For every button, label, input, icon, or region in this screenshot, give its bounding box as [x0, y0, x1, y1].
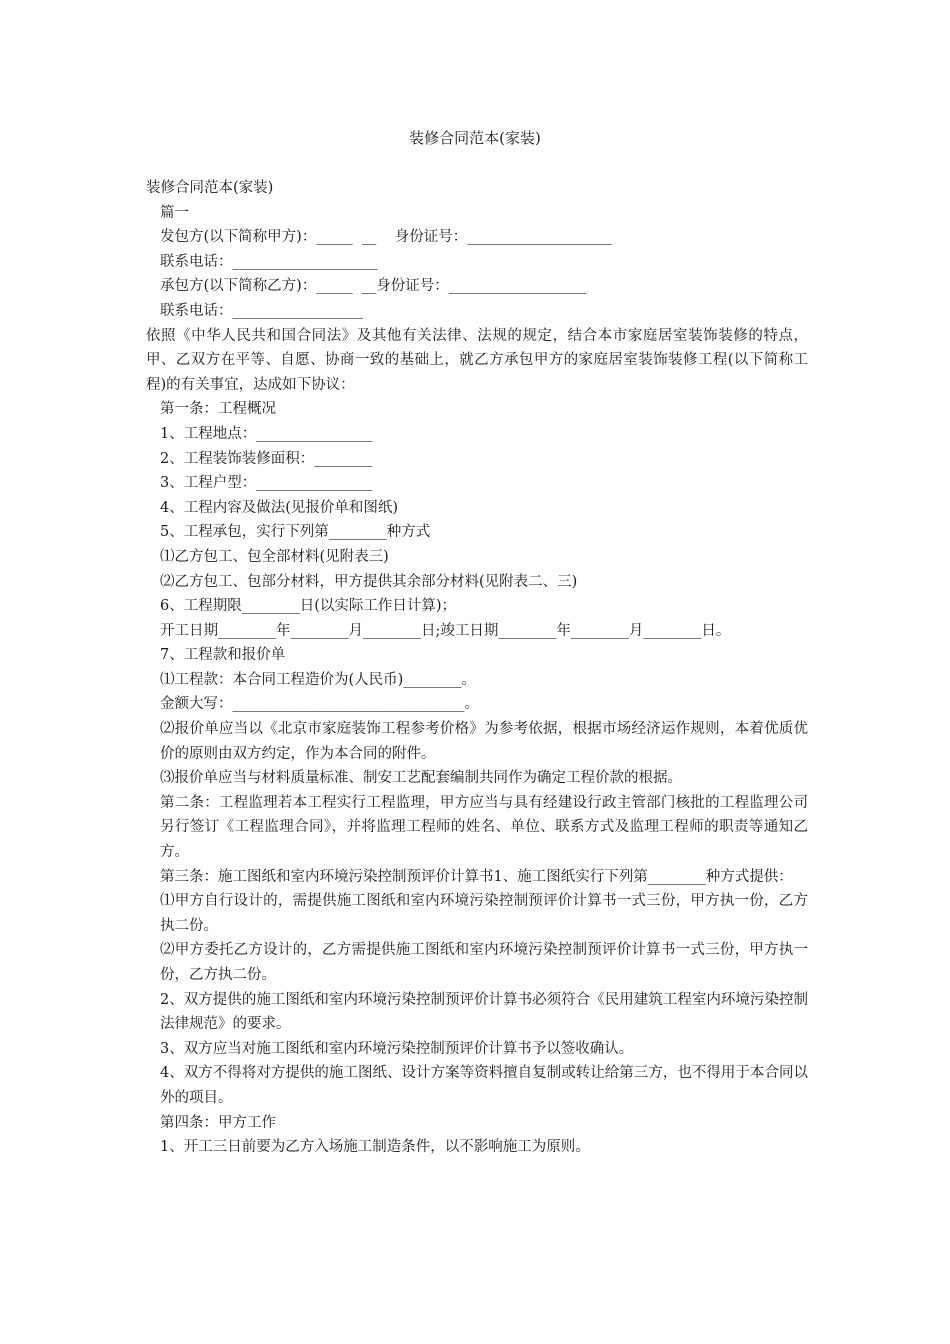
start-end-date-line: 开工日期________年________月________日;竣工日期________年________月________日。 [160, 622, 731, 639]
drawing-copy-paragraph: 4、双方不得将对方提供的施工图纸、设计方案等资料擅自复制或转让给第三方，也不得用于本合同以外的项目。 [160, 1065, 808, 1106]
preamble-paragraph: 依照《中华人民共和国合同法》及其他有关法律、法规的规定，结合本市家庭居室装饰装修的特点，甲、乙双方在平等、自愿、协商一致的基础上，就乙方承包甲方的家庭居室装饰装修工程(以下简称工程)的有关事宜，达成如下协议： [146, 327, 808, 393]
quotation-standard-line: ⑶报价单应当与材料质量标准、制安工艺配套编制共同作为确定工程价款的根据。 [160, 770, 682, 787]
party-b-line: 承包方(以下简称乙方)：_____ __身份证号：___________________ [160, 278, 587, 295]
drawing-signoff-line: 3、双方应当对施工图纸和室内环境污染控制预评价计算书予以签收确认。 [160, 1040, 634, 1057]
article-4-heading: 第四条：甲方工作 [160, 1114, 276, 1131]
amount-in-words-line: 金额大写：________________________________。 [160, 696, 479, 713]
party-a-line: 发包方(以下简称甲方)：_____ __ 身份证号：____________________ [160, 229, 613, 246]
project-layout-line: 3、工程户型：________________ [160, 475, 373, 492]
project-duration-line: 6、工程期限________日(以实际工作日计算)； [160, 598, 457, 615]
drawing-option-1: ⑴甲方自行设计的，需提供施工图纸和室内环境污染控制预评价计算书一式三份，甲方执一份，乙方执二份。 [160, 893, 808, 934]
document-body [146, 176, 808, 1160]
drawing-compliance-paragraph: 2、双方提供的施工图纸和室内环境污染控制预评价计算书必须符合《民用建筑工程室内环境污染控制法律规范》的要求。 [160, 991, 808, 1033]
payment-heading: 7、工程款和报价单 [160, 647, 286, 664]
party-a-duty-1: 1、开工三日前要为乙方入场施工制造条件，以不影响施工为原则。 [160, 1139, 590, 1156]
mode-option-2: ⑵乙方包工、包部分材料，甲方提供其余部分材料(见附表二、三) [160, 573, 578, 590]
document-subtitle: 装修合同范本(家装) [146, 180, 274, 196]
mode-option-1: ⑴乙方包工、包全部材料(见附表三) [160, 548, 389, 565]
drawing-option-2: ⑵甲方委托乙方设计的，乙方需提供施工图纸和室内环境污染控制预评价计算书一式三份，甲方执一份，乙方执二份。 [160, 942, 808, 983]
project-location-line: 1、工程地点：________________ [160, 425, 373, 442]
party-a-phone-line: 联系电话：____________________ [160, 253, 378, 270]
project-area-line: 2、工程装饰装修面积：________ [160, 450, 373, 467]
article-3-paragraph: 第三条：施工图纸和室内环境污染控制预评价计算书1、施工图纸实行下列第________种方式提供： [160, 868, 793, 885]
article-1-heading: 第一条：工程概况 [160, 401, 276, 418]
section-label: 篇一 [160, 204, 189, 221]
project-content-line: 4、工程内容及做法(见报价单和图纸) [160, 499, 399, 516]
article-2-paragraph: 第二条：工程监理若本工程实行工程监理，甲方应当与具有经建设行政主管部门核批的工程监理公司另行签订《工程监理合同》，并将监理工程师的姓名、单位、联系方式及监理工程师的职责等通知乙方。 [160, 794, 808, 861]
party-b-phone-line: 联系电话：__________________ [160, 302, 363, 319]
contract-mode-line: 5、工程承包，实行下列第________种方式 [160, 524, 431, 541]
quotation-basis-paragraph: ⑵报价单应当以《北京市家庭装饰工程参考价格》为参考依据，根据市场经济运作规则，本着优质优价的原则由双方约定，作为本合同的附件。 [160, 721, 808, 762]
document-title: 装修合同范本(家装) [409, 129, 541, 147]
contract-price-line: ⑴工程款：本合同工程造价为(人民币)________。 [160, 671, 476, 688]
